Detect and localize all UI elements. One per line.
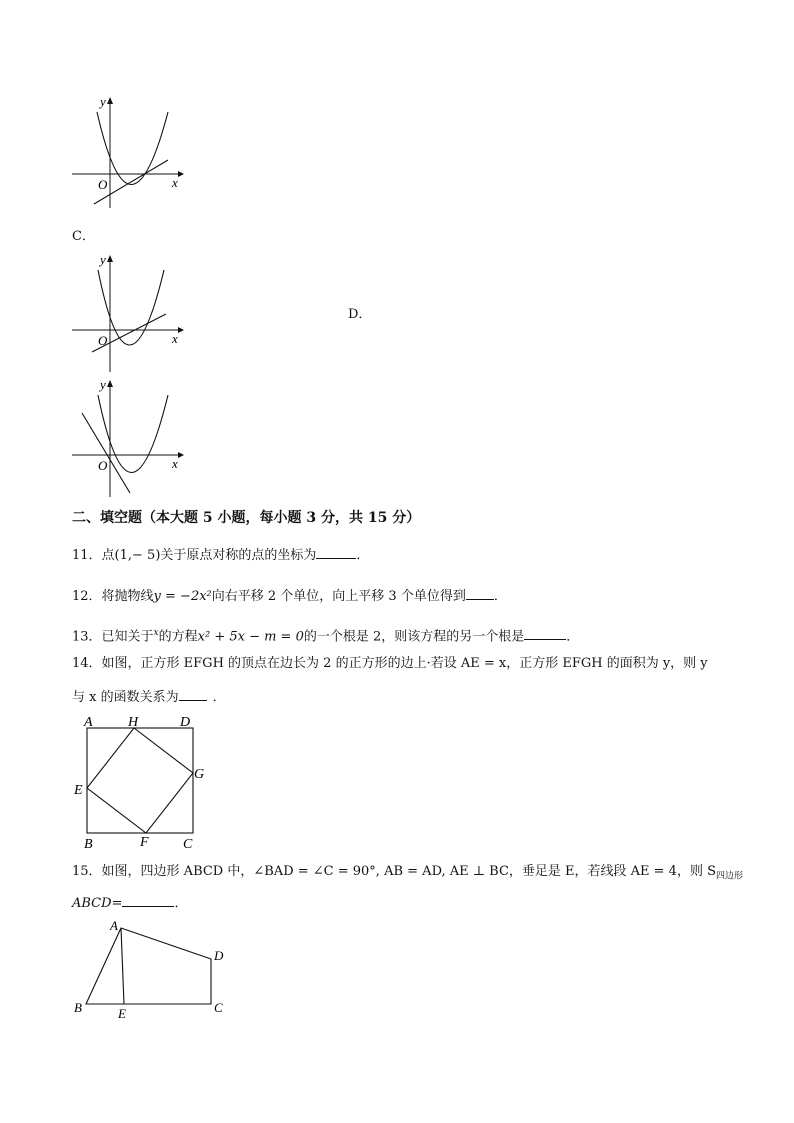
label-a: A	[84, 715, 93, 730]
q14-square-figure	[70, 712, 220, 854]
q13-text1: 13．已知关于	[72, 629, 154, 645]
parabola-curve	[98, 395, 168, 473]
option-c-label: C．	[72, 229, 95, 244]
question-14-line-2	[72, 688, 226, 707]
q11-end: ．	[356, 548, 370, 563]
origin-label: O	[98, 333, 108, 348]
x-axis-label: x	[172, 456, 178, 471]
label-e: E	[74, 783, 83, 798]
q12-number: 12．将抛物线	[72, 589, 154, 604]
y-axis-arrow-icon	[107, 255, 113, 262]
q13-equation: x² + 5x − m = 0	[197, 629, 304, 645]
q13-text2: 的方程	[158, 629, 198, 645]
q13-answer-blank[interactable]	[524, 627, 566, 640]
label-b: B	[74, 1000, 82, 1015]
label-g: G	[194, 767, 205, 782]
q15-line-2-text: ABCD=	[72, 896, 123, 911]
parabola-line-graph-d	[68, 375, 188, 500]
q14-end: ．	[212, 690, 226, 705]
label-a: A	[110, 918, 118, 933]
outer-square-abcd	[87, 728, 193, 833]
y-axis-label: y	[100, 377, 106, 392]
q13-variable: x	[153, 628, 159, 638]
parabola-line-graph-b	[68, 92, 188, 212]
q11-answer-blank[interactable]	[316, 546, 356, 559]
origin-label: O	[98, 177, 108, 192]
q11-text: 关于原点对称的点的坐标为	[160, 548, 317, 563]
q15-subscript: 四边形	[716, 871, 744, 882]
x-axis-arrow-icon	[178, 452, 184, 458]
parabola-curve	[98, 270, 164, 345]
q13-end: ．	[566, 629, 580, 645]
q13-text3: 的一个根是 2，则该方程的另一个根是	[303, 629, 525, 645]
question-12	[72, 587, 507, 606]
section-2-heading: 二、填空题（本大题 5 小题，每小题 3 分，共 15 分）	[72, 510, 421, 526]
question-14-line-1: 14．如图，正方形 EFGH 的顶点在边长为 2 的正方形的边上·若设 AE = x，正方形 EFGH 的面积为 y，则 y	[72, 656, 708, 671]
q14-line-2-text: 与 x 的函数关系为	[72, 690, 179, 705]
label-d: D	[180, 715, 191, 730]
label-e: E	[118, 1006, 126, 1021]
label-h: H	[128, 715, 139, 730]
label-c: C	[183, 837, 193, 852]
parabola-line-graph-c	[68, 250, 188, 375]
q14-answer-blank[interactable]	[179, 688, 207, 701]
q15-line-1-text: 15．如图，四边形 ABCD 中，∠BAD = ∠C = 90°, AB = AD, AE ⊥ BC，垂足是 E，若线段 AE = 4，则 S	[72, 864, 716, 879]
q12-answer-blank[interactable]	[466, 587, 494, 600]
straight-line	[82, 413, 130, 493]
question-15-line-1	[72, 863, 743, 886]
q15-quadrilateral-figure	[68, 918, 238, 1024]
q15-answer-blank[interactable]	[122, 894, 174, 907]
question-11	[72, 546, 369, 565]
q12-expression: y = −2x²	[153, 589, 212, 604]
x-axis-label: x	[172, 175, 178, 190]
x-axis-arrow-icon	[178, 327, 184, 333]
quadrilateral-abcd	[86, 928, 211, 1004]
q12-text: 向右平移 2 个单位，向上平移 3 个单位得到	[211, 589, 466, 604]
q12-end: ．	[493, 589, 507, 604]
x-axis-label: x	[172, 331, 178, 346]
y-axis-label: y	[100, 252, 106, 267]
option-d-label: D．	[348, 307, 372, 322]
label-d: D	[214, 948, 224, 963]
y-axis-arrow-icon	[107, 97, 113, 104]
q11-number: 11．点	[72, 548, 115, 563]
q11-point: (1,− 5)	[114, 548, 161, 563]
y-axis-arrow-icon	[107, 380, 113, 387]
x-axis-arrow-icon	[178, 171, 184, 177]
altitude-ae	[121, 928, 124, 1004]
label-f: F	[140, 835, 149, 850]
origin-label: O	[98, 458, 108, 473]
y-axis-label: y	[100, 94, 106, 109]
label-c: C	[214, 1000, 223, 1015]
q15-end: ．	[174, 896, 188, 911]
question-15-line-2	[72, 894, 187, 913]
label-b: B	[84, 837, 93, 852]
question-13	[72, 624, 579, 646]
inner-square-efgh	[87, 728, 193, 833]
